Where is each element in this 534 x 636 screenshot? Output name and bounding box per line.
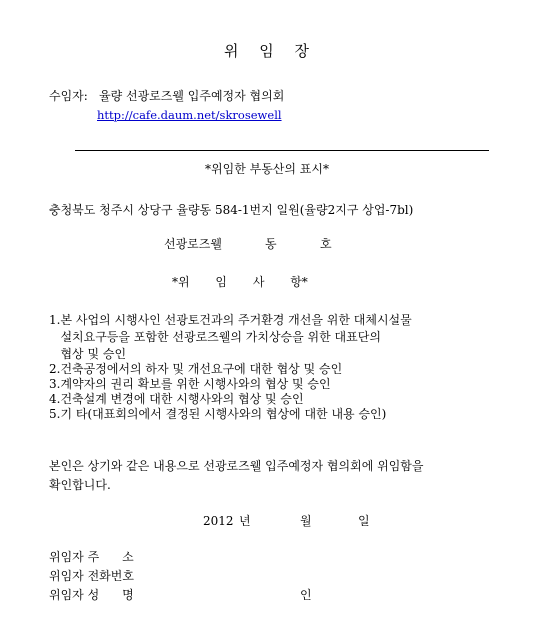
delegation-item: 5.기 타(대표회의에서 결정된 시행사와의 협상에 대한 내용 승인) xyxy=(49,407,387,421)
recipient-label: 수임자: xyxy=(49,89,88,103)
delegation-item: 1.본 사업의 시행사인 선광토건과의 주거환경 개선을 위한 대체시설물 xyxy=(49,313,412,327)
date-year: 2012 xyxy=(203,514,234,528)
date-year-label: 년 xyxy=(239,514,251,528)
document-title: 위 임 장 xyxy=(223,42,310,60)
statement-line-1: 본인은 상기와 같은 내용으로 선광로즈웰 입주예정자 협의회에 위임함을 xyxy=(49,459,424,473)
date-day-label: 일 xyxy=(358,514,370,528)
building-name: 선광로즈웰 xyxy=(164,237,222,251)
property-address: 충청북도 청주시 상당구 율량동 584-1번지 일원(율량2지구 상업-7bl) xyxy=(49,203,414,217)
delegation-item: 협상 및 승인 xyxy=(49,347,127,361)
recipient-name: 율량 선광로즈웰 입주예정자 협의회 xyxy=(99,89,285,103)
ho-label: 호 xyxy=(320,237,332,251)
cafe-link[interactable]: http://cafe.daum.net/skrosewell xyxy=(97,108,282,122)
statement-line-2: 확인합니다. xyxy=(49,478,111,492)
date-month-label: 월 xyxy=(300,514,312,528)
delegation-heading: *위 임 사 항* xyxy=(172,275,308,289)
delegation-item: 설치요구등을 포함한 선광로즈웰의 가치상승을 위한 대표단의 xyxy=(49,330,381,344)
delegation-item: 2.건축공정에서의 하자 및 개선요구에 대한 협상 및 승인 xyxy=(49,362,343,376)
signer-phone-label: 위임자 전화번호 xyxy=(49,569,134,583)
divider-line xyxy=(75,150,489,151)
seal-label: 인 xyxy=(300,588,312,602)
signer-address-label: 위임자 주 소 xyxy=(49,550,134,564)
signer-name-label: 위임자 성 명 xyxy=(49,588,134,602)
dong-label: 동 xyxy=(265,237,277,251)
property-heading: *위임한 부동산의 표시* xyxy=(205,162,329,176)
delegation-item: 4.건축설계 변경에 대한 시행사와의 협상 및 승인 xyxy=(49,392,304,406)
delegation-item: 3.계약자의 권리 확보를 위한 시행사와의 협상 및 승인 xyxy=(49,377,331,391)
